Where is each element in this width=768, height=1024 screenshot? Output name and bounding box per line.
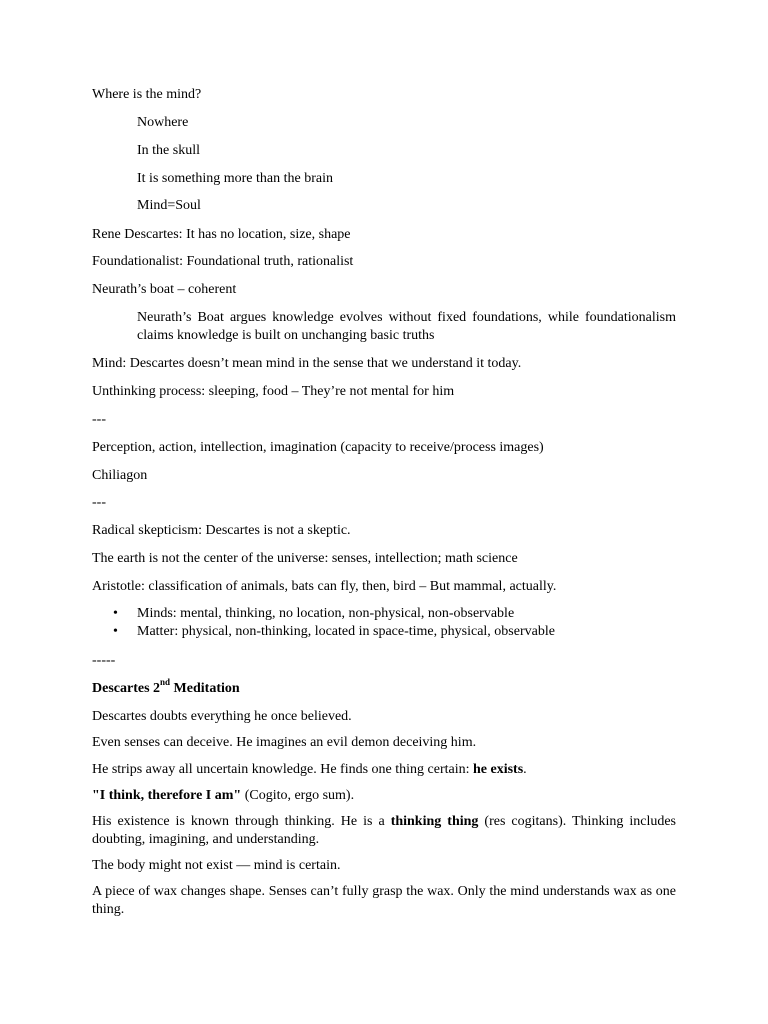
section-heading — [92, 677, 676, 698]
chiliagon-line: Chiliagon — [92, 468, 148, 483]
foundationalist-line: Foundationalist: Foundational truth, rationalist — [92, 254, 354, 269]
existence-text: (res cogitans). Thinking includes doubting, imagining, and understanding. — [92, 814, 677, 847]
heading-text: Meditation — [170, 681, 240, 696]
heading-superscript: nd — [160, 677, 171, 688]
descartes-line: Rene Descartes: It has no location, size, shape — [92, 227, 351, 242]
strips-text: . — [523, 762, 527, 777]
neurath-explanation: Neurath’s Boat argues knowledge evolves without fixed foundations, while foundationalism claims knowledge is built on unchanging basic truths — [137, 310, 676, 343]
radical-line: Radical skepticism: Descartes is not a skeptic. — [92, 523, 351, 538]
bullet-item: Minds: mental, thinking, no location, non-physical, non-observable — [137, 606, 515, 621]
answer-item: It is something more than the brain — [137, 171, 333, 186]
bullet-marker: • — [113, 624, 118, 639]
answer-item: Nowhere — [137, 115, 189, 130]
doubts-line: Descartes doubts everything he once believed. — [92, 709, 352, 724]
existence-bold: thinking thing — [390, 814, 479, 829]
separator: --- — [92, 412, 106, 427]
bullet-marker: • — [113, 606, 118, 621]
existence-paragraph — [92, 813, 676, 849]
neurath-line: Neurath’s boat – coherent — [92, 282, 237, 297]
perception-line: Perception, action, intellection, imagination (capacity to receive/process images) — [92, 440, 544, 455]
separator: --- — [92, 495, 106, 510]
unthinking-line: Unthinking process: sleeping, food – They’re not mental for him — [92, 384, 455, 399]
body-line: The body might not exist — mind is certain. — [92, 858, 341, 873]
senses-line: Even senses can deceive. He imagines an evil demon deceiving him. — [92, 735, 477, 750]
answer-item: In the skull — [137, 143, 200, 158]
mind-line: Mind: Descartes doesn’t mean mind in the sense that we understand it today. — [92, 356, 522, 371]
aristotle-line: Aristotle: classification of animals, bats can fly, then, bird – But mammal, actually. — [92, 579, 557, 594]
earth-line: The earth is not the center of the universe: senses, intellection; math science — [92, 551, 518, 566]
wax-paragraph: A piece of wax changes shape. Senses can’t fully grasp the wax. Only the mind understands wax as one thing. — [92, 884, 676, 917]
cogito-text: (Cogito, ergo sum). — [241, 788, 355, 803]
strips-line — [92, 761, 676, 779]
separator: ----- — [92, 653, 116, 668]
answer-item: Mind=Soul — [137, 198, 201, 213]
existence-text: His existence is known through thinking. He is a — [92, 814, 391, 829]
strips-bold: he exists — [473, 762, 524, 777]
question-line: Where is the mind? — [92, 87, 202, 102]
heading-text: Descartes 2 — [92, 681, 161, 696]
bullet-item: Matter: physical, non-thinking, located in space-time, physical, observable — [137, 624, 555, 639]
strips-text: He strips away all uncertain knowledge. He finds one thing certain: — [92, 762, 473, 777]
cogito-bold: "I think, therefore I am" — [92, 788, 242, 803]
cogito-line — [92, 787, 676, 805]
